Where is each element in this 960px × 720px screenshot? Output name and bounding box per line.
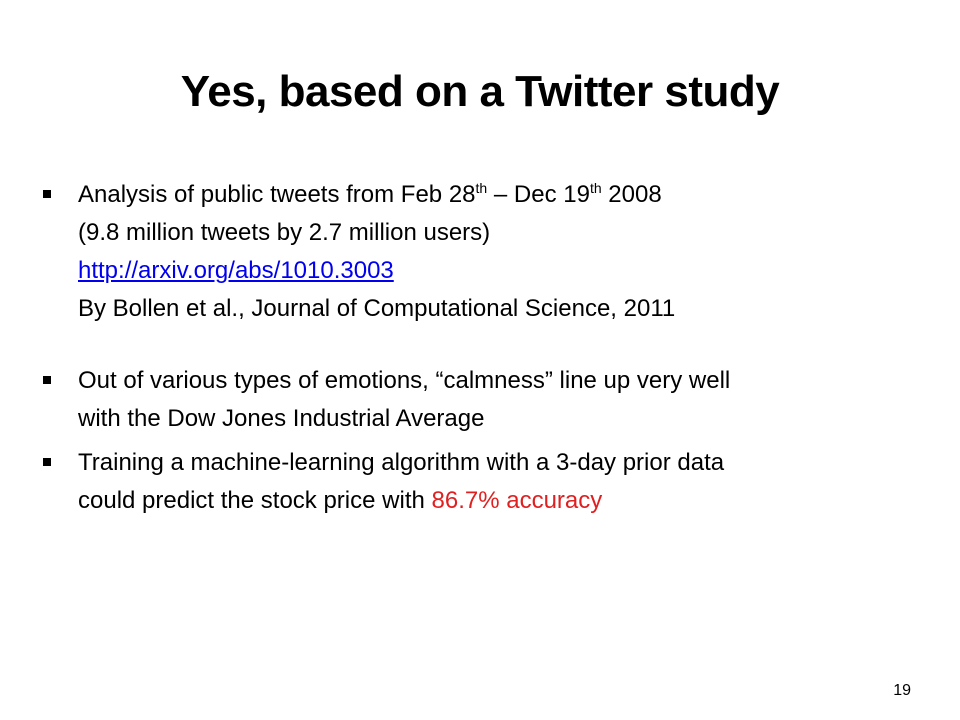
slide-title: Yes, based on a Twitter study — [180, 67, 780, 116]
square-bullet-icon — [43, 190, 51, 198]
prediction-line-2 — [78, 482, 923, 520]
study-period-end: – Dec 19 — [487, 181, 590, 208]
bullet-item-prediction — [43, 444, 923, 520]
bullet-item-calmness — [43, 362, 923, 438]
study-period-line — [78, 176, 923, 214]
paper-link[interactable]: http://arxiv.org/abs/1010.3003 — [78, 257, 394, 284]
superscript-th: th — [475, 180, 488, 196]
study-year: 2008 — [601, 181, 662, 208]
bullet-text — [78, 362, 923, 438]
square-bullet-icon — [43, 376, 51, 384]
accuracy-highlight: 86.7% accuracy — [431, 487, 603, 514]
square-bullet-icon — [43, 458, 51, 466]
bullet-list — [43, 176, 923, 520]
prediction-line-1: Training a machine-learning algorithm with a 3-day prior data — [78, 449, 725, 476]
superscript-th: th — [589, 180, 602, 196]
tweet-count-line: (9.8 million tweets by 2.7 million users) — [78, 219, 491, 246]
calmness-line-1: Out of various types of emotions, “calmness” line up very well — [78, 367, 731, 394]
bullet-text — [78, 444, 923, 520]
spacer — [43, 328, 923, 362]
page-number: 19 — [893, 682, 911, 699]
bullet-item-study — [43, 176, 923, 328]
prediction-prefix: could predict the stock price with — [78, 487, 432, 514]
citation-line: By Bollen et al., Journal of Computational Science, 2011 — [78, 295, 676, 322]
paper-link-line — [78, 252, 923, 290]
bullet-text — [78, 176, 923, 328]
calmness-line-2: with the Dow Jones Industrial Average — [78, 405, 485, 432]
study-period-start: Analysis of public tweets from Feb 28 — [78, 181, 476, 208]
